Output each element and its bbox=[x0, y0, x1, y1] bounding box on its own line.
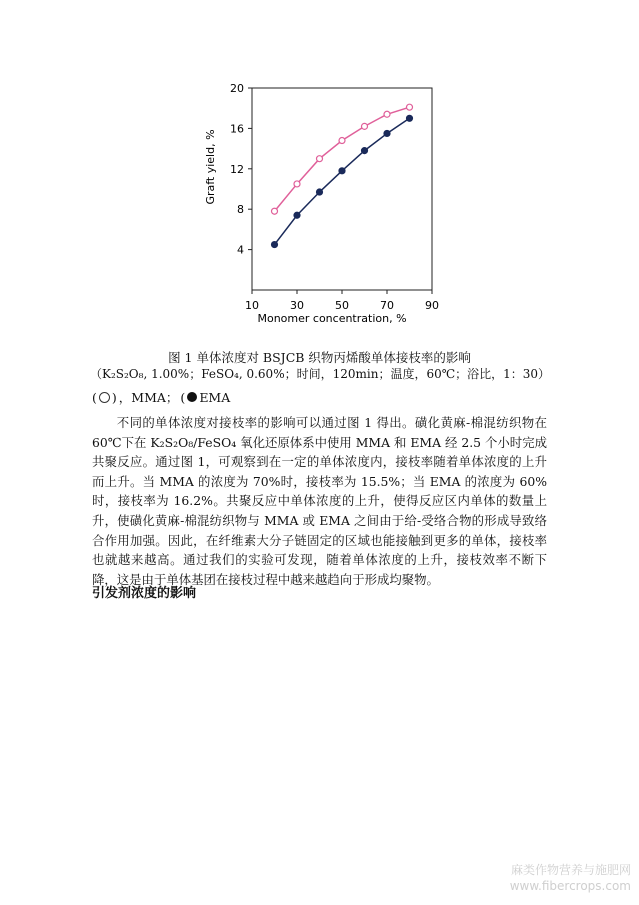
open-circle-point bbox=[407, 104, 413, 110]
y-tick-label: 16 bbox=[230, 122, 244, 136]
open-circle-point bbox=[317, 156, 323, 162]
filled-circle-icon bbox=[187, 392, 197, 402]
series-line-1 bbox=[275, 107, 410, 211]
filled-circle-point bbox=[362, 148, 368, 154]
x-tick-label: 30 bbox=[290, 299, 304, 312]
y-tick-label: 8 bbox=[237, 203, 244, 217]
open-circle-point bbox=[339, 138, 345, 144]
x-tick-label: 70 bbox=[380, 299, 394, 312]
open-circle-point bbox=[362, 123, 368, 129]
chart-axes bbox=[252, 88, 432, 290]
filled-circle-point bbox=[407, 115, 413, 121]
graft-yield-chart bbox=[200, 80, 460, 330]
filled-circle-point bbox=[272, 242, 278, 248]
filled-circle-point bbox=[339, 168, 345, 174]
figure-legend bbox=[92, 388, 230, 406]
x-tick-label: 10 bbox=[245, 299, 259, 312]
filled-circle-point bbox=[294, 212, 300, 218]
watermark bbox=[510, 862, 631, 894]
y-axis-label: Graft yield, % bbox=[204, 129, 217, 205]
legend-open-paren-2: ( bbox=[180, 389, 186, 405]
legend-close-paren: ) bbox=[111, 389, 117, 405]
open-circle-point bbox=[272, 208, 278, 214]
legend-ema-label: EMA bbox=[199, 389, 231, 405]
x-tick-label: 50 bbox=[335, 299, 349, 312]
body-paragraph: 不同的单体浓度对接枝率的影响可以通过图 1 得出。磺化黄麻-棉混纺织物在 60℃下在 K₂S₂O₈/FeSO₄ 氧化还原体系中使用 MMA 和 EMA 经 2.5 个小时完成共聚反应。通过图 1，可观察到在一定的单体浓度内，接枝率随着单体浓度的上升而上升。当 MMA 的浓度为 70%时，接枝率为 15.5%；当 EMA 的浓度为 60%时，接枝率为 16.2%。共聚反应中单体浓度的上升，使得反应区内单体的数量上升，使磺化黄麻-棉混纺织物与 MMA 或 EMA 之间由于给-受络合物的形成导致络合作用加强。因此，在纤维素大分子链固定的区域也能接触到更多的单体，接枝率也就越来越高。通过我们的实验可发现，随着单体浓度的上升，接枝效率不断下降，这是由于单体基团在接枝过程中越来越趋向于形成均聚物。 bbox=[92, 415, 547, 587]
chart-series bbox=[272, 104, 413, 247]
x-axis-label: Monomer concentration, % bbox=[257, 312, 407, 325]
plot-frame bbox=[252, 88, 432, 290]
y-tick-label: 20 bbox=[230, 82, 244, 95]
legend-mma-label: ，MMA； bbox=[118, 390, 179, 405]
watermark-line-2: www.fibercrops.com bbox=[509, 879, 631, 893]
y-tick-label: 12 bbox=[230, 162, 244, 176]
y-tick-label: 4 bbox=[237, 243, 244, 257]
section-heading: 引发剂浓度的影响 bbox=[92, 586, 197, 601]
open-circle-point bbox=[384, 111, 390, 117]
x-tick-label: 90 bbox=[425, 299, 439, 312]
watermark-line-1: 麻类作物营养与施肥网 bbox=[510, 863, 631, 877]
legend-open-paren: ( bbox=[92, 389, 97, 405]
figure-caption: 图 1 单体浓度对 BSJCB 织物丙烯酸单体接枝率的影响 bbox=[168, 350, 471, 365]
filled-circle-point bbox=[317, 189, 323, 195]
filled-circle-point bbox=[384, 130, 390, 136]
open-circle-point bbox=[294, 181, 300, 187]
open-circle-icon bbox=[99, 392, 110, 403]
figure-conditions: （K₂S₂O₈, 1.00%；FeSO₄, 0.60%；时间，120min；温度，60℃；浴比，1：30） bbox=[90, 367, 551, 381]
